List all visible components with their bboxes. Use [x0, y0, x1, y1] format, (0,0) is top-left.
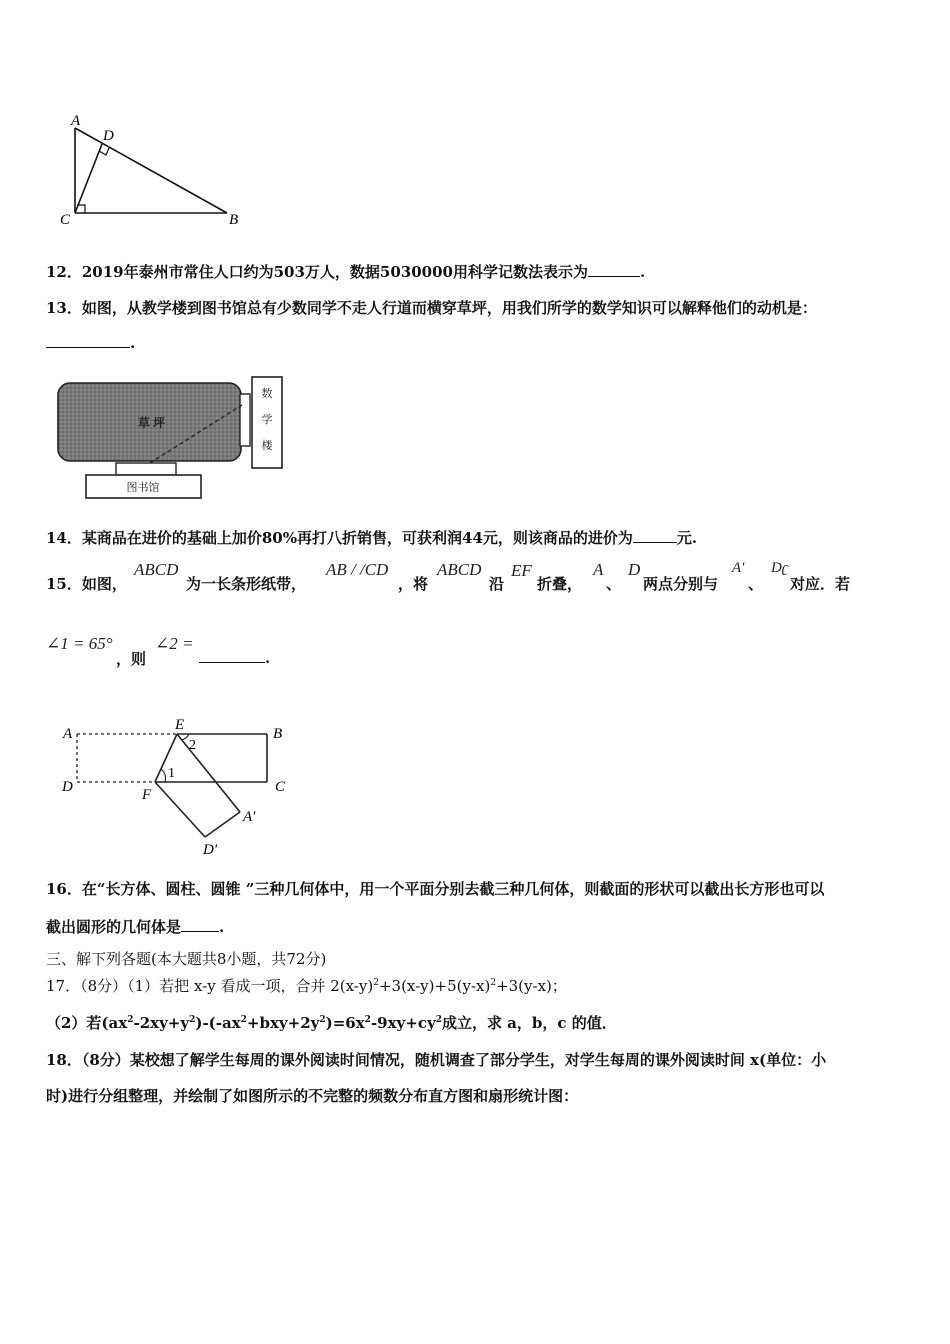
question-14 — [46, 527, 697, 548]
q14-answer-blank — [633, 528, 677, 543]
q15-answer — [199, 648, 270, 667]
section-3-heading: 三、解下列各题(本大题共8小题，共72分) — [46, 950, 327, 968]
math-d: D — [628, 560, 641, 579]
q14-text: 14．某商品在进价的基础上加价80%再打八折销售，可获利润44元，则该商品的进价为 — [46, 529, 633, 547]
campus-figure — [50, 375, 290, 505]
math-ef: EF — [511, 561, 532, 580]
math-d-prime: Dʗ — [771, 560, 789, 576]
q16-period: . — [219, 918, 225, 936]
math-a-prime: A′ — [732, 560, 745, 576]
lawn-label: 草 坪 — [138, 416, 166, 430]
fold-label-angle1: 1 — [168, 766, 175, 781]
q16-text-1: 16．在“长方体、圆柱、圆锥 ”三种几何体中，用一个平面分别去截三种几何体，则截面的形状可以截出长方形也可以 — [46, 880, 825, 898]
teaching-building-char: 数 — [261, 388, 273, 400]
fold-label-a-prime: A′ — [243, 809, 256, 825]
edge-ea1 — [177, 734, 240, 812]
fold-label-f: F — [142, 787, 152, 803]
q15-sep-1: 、 — [606, 575, 622, 593]
label-c: C — [60, 212, 71, 228]
math-angle2: ∠2 = — [155, 634, 194, 653]
fold-label-b: B — [273, 726, 283, 742]
side-ab — [75, 128, 227, 213]
q13-answer-line — [46, 333, 135, 352]
question-13 — [46, 297, 817, 318]
q15-text-6: 两点分别与 — [643, 575, 719, 593]
fold-label-a: A — [63, 726, 73, 742]
q12-text: 12．2019年泰州市常住人口约为503万人，数据5030000用科学记数法表示为 — [46, 263, 588, 281]
q12-answer-blank — [588, 262, 640, 277]
math-a: A — [593, 560, 604, 579]
question-16-line2 — [46, 916, 224, 937]
q15-text-4: 沿 — [489, 575, 505, 593]
label-a: A — [71, 113, 81, 129]
q15-text-3: ，将 — [398, 575, 429, 593]
q18-text-1: 18．（8分）某校想了解学生每周的课外阅读时间情况，随机调查了部分学生，对学生每周的课外阅读时间 x(单位：小 — [46, 1051, 827, 1069]
label-d: D — [103, 128, 114, 144]
teaching-building-char: 楼 — [261, 440, 273, 452]
q12-period: . — [640, 263, 646, 281]
fold-figure — [55, 712, 305, 862]
math-ab-parallel-cd: AB / /CD — [326, 560, 389, 579]
q14-unit: 元. — [676, 529, 698, 547]
fold-label-d-prime: D′ — [203, 842, 218, 858]
question-17-part2: （2）若$(ax^2-2xy+y^2)-(-ax^2+bxy+2y^2)=6x^2-9xy+cy^2$成立，求 a，b，c 的值． — [46, 1014, 617, 1032]
math-angle1: ∠1 = 65° — [46, 634, 113, 653]
label-b: B — [229, 212, 239, 228]
q15-text-2: 为一长条形纸带， — [186, 575, 307, 593]
altitude-cd — [75, 144, 102, 213]
q15-sep-2: 、 — [748, 575, 764, 593]
question-12 — [46, 261, 645, 282]
edge-fd1 — [155, 782, 205, 837]
q16-answer-blank — [181, 917, 219, 932]
edge-a1d1 — [205, 812, 240, 837]
question-18 — [46, 1049, 826, 1070]
fold-label-e: E — [175, 717, 185, 733]
teaching-building-label — [262, 386, 274, 452]
q13-period: . — [130, 334, 136, 352]
fold-label-c: C — [275, 779, 286, 795]
q16-text-2: 截出圆形的几何体是 — [46, 918, 182, 936]
q18-text-2: 时)进行分组整理，并绘制了如图所示的不完整的频数分布直方图和扇形统计图： — [46, 1087, 579, 1105]
q15-period: . — [265, 649, 271, 667]
teaching-building-step — [240, 394, 250, 446]
math-abcd-2: ABCD — [437, 560, 482, 579]
library-label: 图书馆 — [126, 482, 160, 494]
library-step — [116, 463, 176, 475]
q15-text-5: 折叠， — [537, 575, 583, 593]
q13-text: 13．如图，从教学楼到图书馆总有少数同学不走人行道而横穿草坪，用我们所学的数学知识可以解释他们的动机是： — [46, 299, 817, 317]
question-17: 17．（8分）（1）若把 x-y 看成一项，合并 $2(x-y)^2+3(x-y)+5(y-x)^2+3(y-x)$； — [46, 977, 567, 995]
q15-text-7: 对应．若 — [790, 575, 851, 593]
fold-label-angle2: 2 — [189, 738, 196, 753]
q13-answer-blank — [46, 333, 130, 348]
teaching-building-char: 学 — [261, 414, 273, 426]
question-16 — [46, 878, 824, 899]
math-abcd: ABCD — [134, 560, 179, 579]
question-18-line2 — [46, 1085, 578, 1106]
fold-label-d: D — [62, 779, 73, 795]
question-15-line1 — [46, 573, 127, 594]
q15-then: ，则 — [116, 650, 147, 668]
q15-text-1: 15．如图， — [46, 575, 127, 593]
q15-answer-blank — [199, 648, 265, 663]
triangle-figure — [55, 110, 255, 230]
